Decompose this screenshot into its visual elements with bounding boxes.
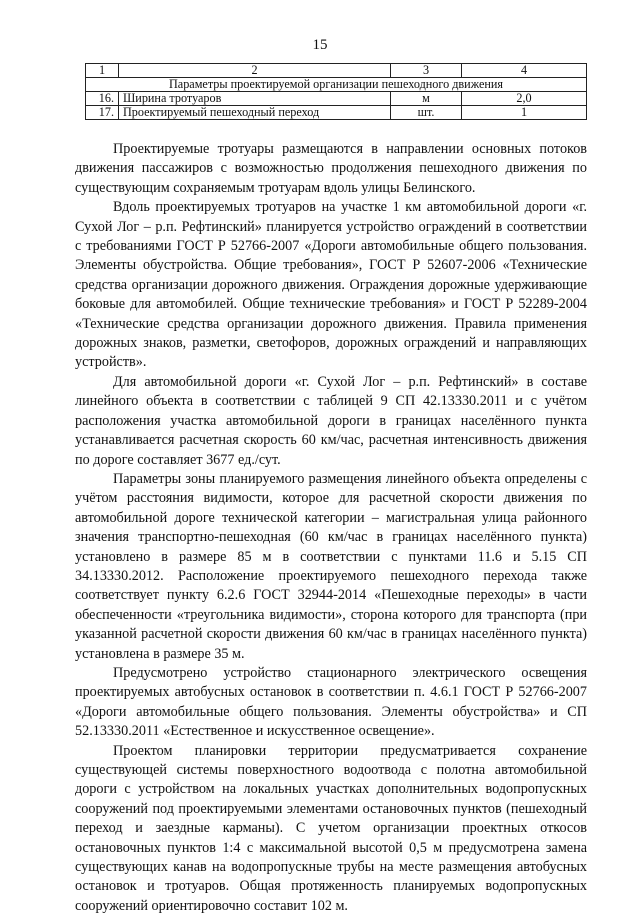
row-value: 2,0 <box>462 92 587 106</box>
table-section-row <box>86 78 587 92</box>
table-row <box>86 106 587 120</box>
table-row <box>86 92 587 106</box>
row-number: 16. <box>86 92 119 106</box>
table-section-title: Параметры проектируемой организации пешеходного движения <box>86 78 587 92</box>
table-header-row <box>86 64 587 78</box>
paragraph-drainage: Проектом планировки территории предусматривается сохранение существующей системы поверхностного водоотвода с полотна автомобильной дороги с устройством на локальных участках дополнительных водопропускных сооружений под проектируемыми элементами остановочных пунктов (пешеходный переход и заездные карманы). С учетом организации проектных откосов остановочных пунктов 1:4 с максимальной высотой 0,5 м предусмотрена замена существующих канав на водопропускные трубы на месте размещения автобусных остановок и тротуаров. Общая протяженность планируемых водопропускных сооружений ориентировочно составит 102 м. <box>75 742 587 914</box>
row-unit: м <box>391 92 462 106</box>
paragraph-design-speed: Для автомобильной дороги «г. Сухой Лог – р.п. Рефтинский» в составе линейного объекта в соответствии с таблицей 9 СП 42.13330.2011 и с учётом расположения участка автомобильной дороги в границах населённого пункта устанавливается расчетная скорость 60 км/час, расчетная интенсивность движения по дороге составляет 3677 ед./сут. <box>75 373 587 468</box>
table-header-cell: 4 <box>462 64 587 78</box>
row-unit: шт. <box>391 106 462 120</box>
table-header-cell: 3 <box>391 64 462 78</box>
row-parameter-name: Ширина тротуаров <box>119 92 391 106</box>
page-number: 15 <box>312 37 328 53</box>
body-text <box>75 140 587 916</box>
paragraph-sidewalks: Проектируемые тротуары размещаются в направлении основных потоков движения пассажиров с возможностью продолжения пешеходного движения по существующим сохраняемым тротуарам вдоль улицы Белинского. <box>75 141 587 196</box>
paragraph-lighting: Предусмотрено устройство стационарного электрического освещения проектируемых автобусных остановок в соответствии п. 4.6.1 ГОСТ Р 52766-2007 «Дороги автомобильные общего пользования. Элементы обустройства» и СП 52.13330.2011 «Естественное и искусственное освещение». <box>75 664 587 740</box>
paragraph-visibility: Параметры зоны планируемого размещения линейного объекта определены с учётом расстояния видимости, которое для расчетной скорости движения по автомобильной дороге технической категории – магистральная улица районного значения транспортно-пешеходная (60 км/час в границах населённого пункта) установлено в размере 85 м в соответствии с пунктами 11.6 и 5.15 СП 34.13330.2012. Расположение проектируемого пешеходного перехода также соответствует пункту 6.2.6 ГОСТ 32944-2014 «Пешеходные переходы» в части обеспеченности «треугольника видимости», сторона которого для транспорта (при указанной расчетной скорости движения 60 км/час в границах населённого пункта) установлена в размере 35 м. <box>75 470 587 662</box>
row-value: 1 <box>462 106 587 120</box>
parameters-table <box>85 63 587 120</box>
row-number: 17. <box>86 106 119 120</box>
table-header-cell: 1 <box>86 64 119 78</box>
table-header-cell: 2 <box>119 64 391 78</box>
paragraph-barriers: Вдоль проектируемых тротуаров на участке 1 км автомобильной дороги «г. Сухой Лог – р.п. Рефтинский» планируется устройство ограждений в соответствии с требованиями ГОСТ Р 52766-2007 «Дороги автомобильные общего пользования. Элементы обустройства. Общие требования», ГОСТ Р 52607-2006 «Технические средства организации дорожного движения. Ограждения дорожные удерживающие боковые для автомобилей. Общие технические требования» и ГОСТ Р 52289-2004 «Технические средства организации дорожного движения. Правила применения дорожных знаков, разметки, светофоров, дорожных ограждений и направляющих устройств». <box>75 199 587 371</box>
row-parameter-name: Проектируемый пешеходный переход <box>119 106 391 120</box>
